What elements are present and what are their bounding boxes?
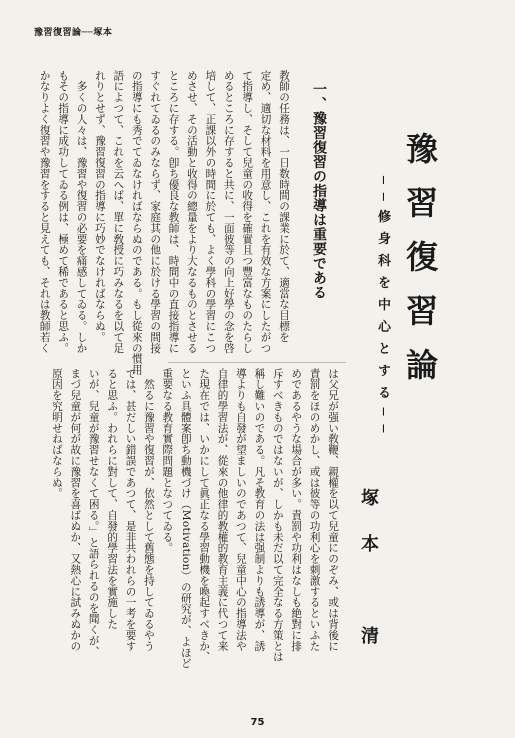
text-line: 自律的學習法が、從來の他律的教權的教育主義に代つて来 xyxy=(216,368,229,652)
text-line: めであるやうな場合が多い。責罰や功利はなしも絶對に排 xyxy=(290,368,303,652)
section-heading: 一、豫習復習の指導は重要である xyxy=(311,82,327,300)
text-line: 重要なる教育實際問題となつてゐる。 xyxy=(161,368,174,554)
running-header: 豫習復習論──塚本 xyxy=(34,28,113,38)
text-line: 原因を究明せねばならぬ。 xyxy=(50,368,63,499)
text-line: 然るに豫習や復習が、依然として舊態を持してゐるやう xyxy=(142,368,155,652)
text-line: かなりよく復習や豫習をすると見えても、それは教師若く xyxy=(38,70,51,354)
column-divider xyxy=(168,362,346,363)
text-line: 教師の任務は、一日数時間の課業に於て、適當な目標を xyxy=(278,70,290,343)
text-line: すぐれてゐるのみならず、家庭其の他に於ける學習の間接 xyxy=(149,70,162,354)
text-line: まづ兒童が何が故に豫習を喜ばぬか、又熱心に試みぬかの xyxy=(69,368,82,652)
page-number: 75 xyxy=(250,717,265,728)
text-line: 責罰をほのめかし、或は彼等の功利心を刺激するといふた xyxy=(308,368,321,652)
text-line: 導よりも自發が望ましいのであつて、兒童中心の指導法や xyxy=(234,368,247,652)
text-line: めるところに存すると共に、一面彼等の向上好學の念を啓 xyxy=(222,70,235,354)
text-line: 稱し難いのである。凡そ教育の法は强制よりも誘導が、誘 xyxy=(253,368,266,652)
text-line: いが、兒童が豫習せなくて困る。」と語られるのを聞くが、 xyxy=(87,368,100,657)
text-line: もその指導に成功してゐる例は、極めて稀であると思ふ。 xyxy=(57,70,70,354)
text-line: 語によつて、これを云へば、單に敎授に巧みなるを以て足 xyxy=(112,70,125,354)
text-line: 培して、正課以外の時間に於ても、よく學科の學習にこつ xyxy=(204,70,217,354)
text-line: て指導し、そして兒童の收得を確實且つ豐富なものたらし xyxy=(241,70,254,354)
body-text-upper xyxy=(35,70,293,375)
text-line: 斥すべきものではないが、しかも未だ以て完全なる方策とは xyxy=(271,368,284,663)
article-subtitle: ──修身科を中心とする── xyxy=(375,176,390,442)
text-line: めさせ、その活動と收得の總量をより大なるものとさせる xyxy=(185,70,198,354)
body-text-lower xyxy=(48,368,343,669)
text-line: ところに存する。卽ち優良な教師は、時間中の直接指導に xyxy=(167,70,180,354)
author-name: 塚本 清 xyxy=(358,488,379,672)
text-line: た現在では、いかにして眞正なる學習動機を喚起すべきか、 xyxy=(198,368,211,663)
text-line: では、甚だしい錯誤であつて、是非共われらの一考を要す xyxy=(124,368,137,652)
text-line: 多くの人々は、豫習や復習の必要を痛感してゐる。しか xyxy=(75,70,88,354)
text-line: の指導にも秀でてゐなければならぬのである。もし從來の慣用 xyxy=(130,70,143,376)
text-line: 定め、適切な材料を用意し、これを有效な方案にしたがつ xyxy=(259,70,272,354)
article-title: 豫習復習論 xyxy=(401,132,439,402)
text-line: といふ具體案卽ち動機づけ（Motivation）の研究が、よほど xyxy=(179,368,192,669)
text-line: は父兄が强い敎鞭、親權を以て兒童にのぞみ、或は背後に xyxy=(327,368,339,652)
text-line: れりとせず、豫習復習の指導に巧妙でなければならぬ。 xyxy=(93,70,106,343)
text-line: ると思ふ。われらに對して、自發的學習法を實施した xyxy=(106,368,119,630)
